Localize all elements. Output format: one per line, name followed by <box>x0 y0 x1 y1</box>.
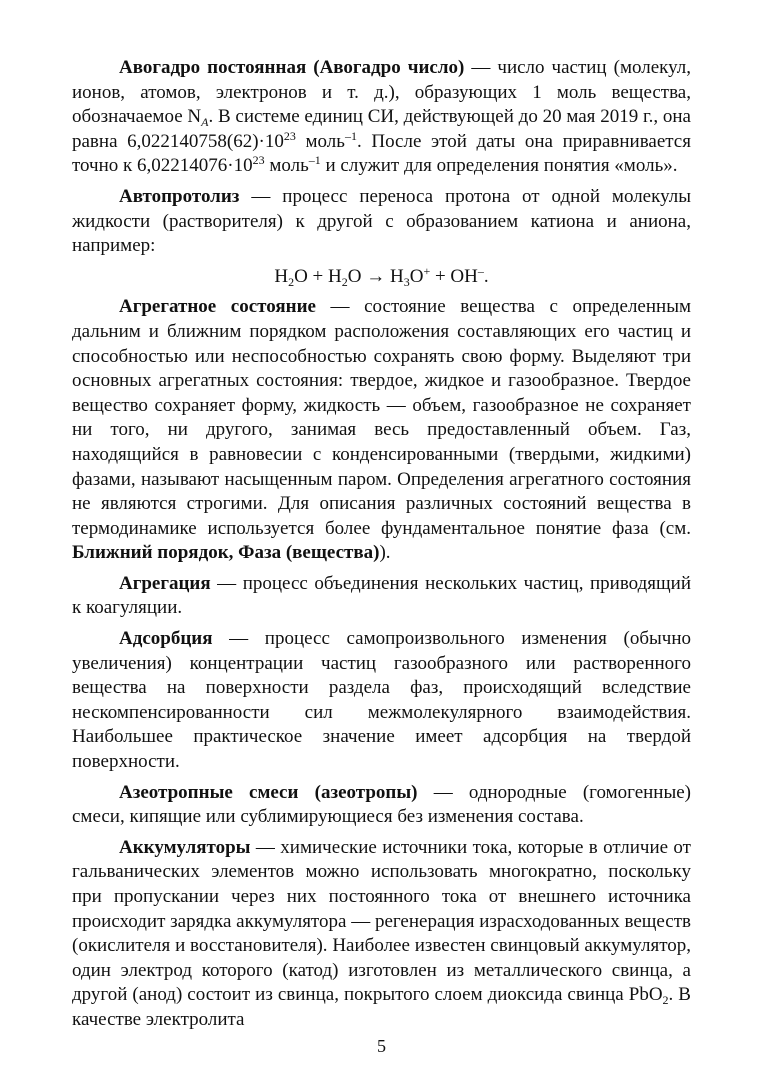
superscript: 23 <box>252 153 265 168</box>
entry-text: . В качестве электролита <box>72 984 691 1030</box>
term-autoprotolysis: Автопротолиз <box>119 185 240 207</box>
entry-text: — однородные (гомогенные) смеси, кипящие или сублимирующиеся без изменения состава. <box>72 781 691 828</box>
entry-text: — химические источники тока, которые в отличие от гальванических элементов можно использовать многократно, поскольку при пропускании через них постоянного тока от внешнего источника происходит зарядка аккумулятора — регенерация израсходованных веществ (окислителя и восстановителя). Наиболее известен свинцовый аккумулятор, один электрод которого (катод) изготовлен из металлического свинца, а другой (анод) состоит из свинца, покрытого слоем диоксида свинца PbO <box>72 836 691 1006</box>
subscript: 2 <box>288 274 295 289</box>
superscript: + <box>423 263 431 278</box>
entry-aggregate-state <box>72 295 691 566</box>
formula-part: . <box>483 265 489 287</box>
entry-text: ). <box>379 542 391 564</box>
formula-part: O + H <box>294 265 342 287</box>
entry-text: . После этой даты она приравнивается точно к 6,02214076·10 <box>72 130 691 177</box>
entry-text: моль <box>295 130 345 152</box>
term-accumulators: Аккумуляторы <box>119 836 251 858</box>
subscript: 2 <box>662 993 669 1008</box>
superscript: – <box>477 263 484 278</box>
term-avogadro: Авогадро постоянная (Авогадро число) <box>119 57 465 78</box>
entry-text: — число частиц (молекул, ионов, атомов, электронов и т. д.), образующих 1 моль вещества, обозначаемое N <box>72 57 691 128</box>
document-body <box>72 56 691 1039</box>
entry-avogadro <box>72 56 691 179</box>
superscript: 23 <box>283 128 296 143</box>
term-aggregate-state: Агрегатное состояние <box>119 296 316 318</box>
entry-azeotropes <box>72 781 691 830</box>
formula-part: + OH <box>430 265 478 287</box>
subscript: A <box>201 115 209 130</box>
term-azeotropes: Азеотропные смеси (азеотропы) <box>119 781 418 803</box>
entry-adsorption <box>72 627 691 775</box>
entry-text: — процесс самопроизвольного изменения (обычно увеличения) концентрации частиц газообразного или растворенного вещества на поверхности раздела фаз, происходящий вследствие нескомпенсированности сил межмолекулярного взаимодействия. Наибольшее практическое значение имеет адсорбция на твердой поверхности. <box>72 628 691 773</box>
entry-text: моль <box>264 155 309 177</box>
entry-text: и служит для определения понятия «моль». <box>320 155 678 177</box>
autoprotolysis-equation <box>72 265 691 290</box>
entry-text: — состояние вещества с определенным дальним и ближним порядком расположения составляющих его частиц и способностью или неспособностью сохранять свою форму. Выделяют три основных агрегатных состояния: твердое, жидкое и газообразное. Твердое вещество сохраняет форму, жидкость — объем, газообразное не сохраняет ни того, ни другого, занимая весь предоставленный объем. Газ, находящийся в равновесии с конденсированными (твердыми, жидкими) фазами, называют насыщенным паром. Определения агрегатного состояния не являются строгими. Для описания различных состояний вещества в термодинамике используется более фундаментальное понятие фаза (см. <box>72 296 691 539</box>
entry-accumulators <box>72 836 691 1033</box>
superscript: –1 <box>308 153 321 168</box>
superscript: –1 <box>344 128 357 143</box>
cross-reference: Ближний порядок <box>72 542 229 564</box>
cross-reference: Фаза (вещества) <box>238 542 380 564</box>
page-number: 5 <box>377 1036 386 1056</box>
entry-text: — процесс переноса протона от одной молекулы жидкости (растворителя) к другой с образованием катиона и аниона, например: <box>72 185 691 257</box>
term-aggregation: Агрегация <box>119 572 211 594</box>
entry-text: . В системе единиц СИ, действующей до 20 мая 2019 г., она равна 6,022140758(62)·10 <box>72 106 691 152</box>
entry-text: — процесс объединения нескольких частиц, приводящий к коагуляции. <box>72 572 691 619</box>
entry-autoprotolysis <box>72 185 691 259</box>
formula-part: O <box>409 265 424 287</box>
cross-reference-separator: , <box>228 542 239 564</box>
formula-part: O → H <box>347 265 404 287</box>
subscript: 3 <box>403 274 410 289</box>
subscript: 2 <box>341 274 348 289</box>
term-adsorption: Адсорбция <box>119 628 213 650</box>
formula-part: H <box>274 265 289 287</box>
entry-aggregation <box>72 572 691 621</box>
